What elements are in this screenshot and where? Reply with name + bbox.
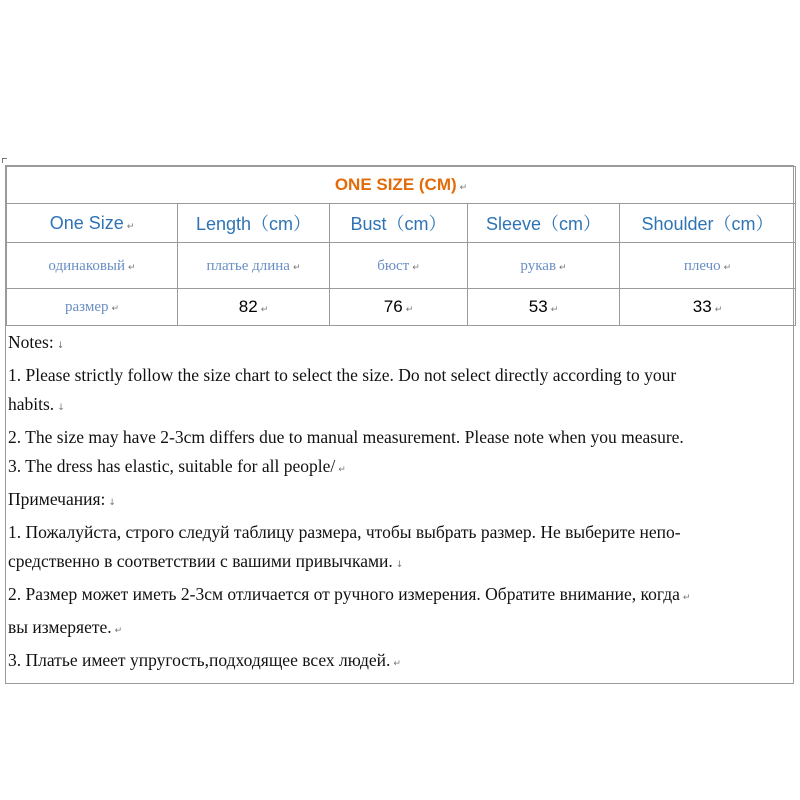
header-one-size: One Size <box>49 212 124 233</box>
notes-line <box>8 452 789 485</box>
table-cell <box>468 289 620 326</box>
notes-line <box>8 485 789 518</box>
line-break-icon: ↓ <box>395 560 404 570</box>
header-bust: Bust（cm） <box>350 214 447 234</box>
paragraph-mark-icon: ↵ <box>393 659 401 669</box>
notes-line <box>8 328 789 361</box>
size-chart-table <box>6 166 796 326</box>
note-text: 2. Размер может иметь 2-3см отличается от ручного измерения. Обратите внимание, когда <box>8 584 680 604</box>
russian-shoulder: плечо <box>683 257 721 274</box>
line-break-icon: ↓ <box>57 403 65 413</box>
notes-heading: Notes: <box>8 332 54 352</box>
paragraph-mark-icon: ↵ <box>559 262 567 273</box>
note-text: средственно в соответствии с вашими привычками. <box>8 551 393 571</box>
table-cell <box>330 243 468 289</box>
notes-line <box>8 547 789 580</box>
value-length: 82 <box>238 297 258 316</box>
paragraph-mark-icon: ↵ <box>111 304 120 314</box>
paragraph-mark-icon: ↵ <box>405 305 414 315</box>
line-break-icon: ↓ <box>56 341 65 351</box>
header-row <box>7 204 796 243</box>
line-break-icon: ↓ <box>108 498 116 508</box>
table-cell <box>7 243 178 289</box>
notes-line <box>8 423 789 452</box>
notes-section <box>6 326 793 683</box>
paragraph-mark-icon: ↵ <box>459 183 468 193</box>
paragraph-mark-icon: ↵ <box>723 262 732 273</box>
note-text: 1. Пожалуйста, строго следуй таблицу размера, чтобы выбрать размер. Не выберите непо- <box>8 522 681 542</box>
table-cell <box>7 204 178 243</box>
paragraph-mark-icon: ↵ <box>550 305 559 315</box>
chart-title: ONE SIZE (CM) <box>334 175 457 194</box>
notes-heading-russian: Примечания: <box>8 489 106 509</box>
header-length: Length（cm） <box>195 214 312 234</box>
notes-line <box>8 518 789 547</box>
paragraph-mark-icon: ↵ <box>714 305 723 315</box>
russian-row <box>7 243 796 289</box>
header-shoulder: Shoulder（cm） <box>641 214 774 234</box>
table-cell <box>330 289 468 326</box>
table-cell <box>620 243 796 289</box>
table-cell <box>620 204 796 243</box>
value-shoulder: 33 <box>692 297 712 316</box>
paragraph-mark-icon: ↵ <box>292 262 301 273</box>
paragraph-mark-icon: ↵ <box>682 593 691 603</box>
corner-marker-icon <box>2 158 7 163</box>
russian-length: платье длина <box>206 257 290 274</box>
notes-line <box>8 580 789 613</box>
table-cell <box>468 204 620 243</box>
size-document <box>5 165 794 684</box>
table-cell <box>468 243 620 289</box>
value-size-label: размер <box>64 299 109 315</box>
header-sleeve: Sleeve（cm） <box>485 214 602 234</box>
table-cell <box>178 243 330 289</box>
table-cell <box>330 204 468 243</box>
paragraph-mark-icon: ↵ <box>412 262 420 273</box>
note-text: habits. <box>8 394 55 414</box>
table-cell <box>7 289 178 326</box>
table-cell <box>620 289 796 326</box>
notes-line <box>8 390 789 423</box>
paragraph-mark-icon: ↵ <box>128 262 136 273</box>
title-cell <box>7 167 796 204</box>
russian-bust: бюст <box>377 257 410 274</box>
values-row <box>7 289 796 326</box>
note-text: 3. Платье имеет упругость,подходящее всех людей. <box>8 650 391 670</box>
paragraph-mark-icon: ↵ <box>126 221 135 232</box>
note-text: 3. The dress has elastic, suitable for all people/ <box>8 456 336 476</box>
table-cell <box>178 289 330 326</box>
value-sleeve: 53 <box>528 297 548 316</box>
russian-one-size: одинаковый <box>48 257 126 274</box>
title-row <box>7 167 796 204</box>
paragraph-mark-icon: ↵ <box>260 305 269 315</box>
paragraph-mark-icon: ↵ <box>114 626 123 636</box>
value-bust: 76 <box>383 297 403 316</box>
russian-sleeve: рукав <box>520 257 557 274</box>
notes-line <box>8 361 789 390</box>
note-text: 1. Please strictly follow the size chart to select the size. Do not select directly according to your <box>8 365 677 385</box>
table-cell <box>178 204 330 243</box>
note-text: 2. The size may have 2-3cm differs due to manual measurement. Please note when you measure. <box>8 427 684 447</box>
notes-line <box>8 613 789 646</box>
note-text: вы измеряете. <box>8 617 112 637</box>
notes-line <box>8 646 789 679</box>
paragraph-mark-icon: ↵ <box>338 465 346 475</box>
